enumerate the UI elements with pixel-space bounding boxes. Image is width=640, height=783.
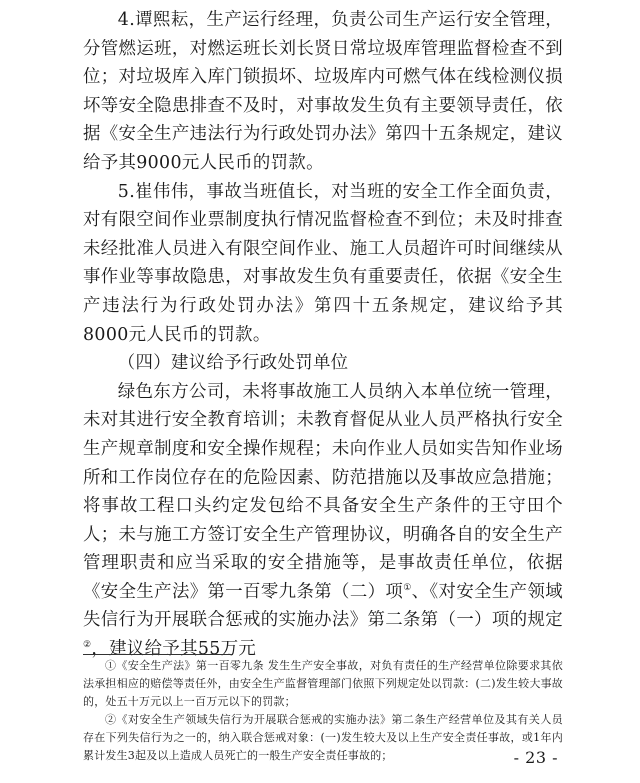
- footnote-2: ②《对安全生产领域失信行为开展联合惩戒的实施办法》第二条生产经营单位及其有关人员存在下列失信行为之一的，纳入联合惩戒对象：(一)发生较大及以上生产安全责任事故，或1年内累计发生3起及以上造成人员死亡的一般生产安全责任事故的；: [83, 713, 563, 762]
- footnote-divider: [83, 654, 233, 655]
- paragraph-text-part-3: ，建议给予其55万元: [91, 639, 257, 660]
- paragraph-text-part-2: 、《对安全生产领域失信行为开展联合惩戒的实施办法》第二条第（一）项的规定: [83, 581, 563, 631]
- paragraph-text-part-1: 绿色东方公司，未将事故施工人员纳入本单位统一管理，未对其进行安全教育培训；未教育督促从业人员严格执行安全生产规章制度和安全操作规程；未向作业人员如实告知作业场所和工作岗位存在的危险因素、防范措施以及事故应急措施；将事故工程口头约定发包给不具备安全生产条件的王守田个人；未与施工方签订安全生产管理协议，明确各自的安全生产管理职责和应当采取的安全措施等，是事故责任单位，依据《安全生产法》第一百零九条第（二）项: [83, 381, 563, 602]
- paragraph-item-5: 5.崔伟伟，事故当班值长，对当班的安全工作全面负责，对有限空间作业票制度执行情况监督检查不到位；未及时排查未经批准人员进入有限空间作业、施工人员超许可时间继续从事作业等事故隐患，对事故发生负有重要责任，依据《安全生产违法行为行政处罚办法》第四十五条规定，建议给予其8000元人民币的罚款。: [83, 181, 563, 345]
- body-text: [83, 6, 563, 664]
- footnote-ref-1[interactable]: ①: [403, 583, 412, 594]
- page-number: - 23 -: [513, 748, 558, 767]
- section-heading: （四）建议给予行政处罚单位: [117, 353, 349, 374]
- paragraph-penalty-unit: [83, 378, 563, 664]
- footnote-1: ①《安全生产法》第一百零九条 发生生产安全事故，对负有责任的生产经营单位除要求其依法承担相应的赔偿等责任外，由安全生产监督管理部门依照下列规定处以罚款：(二)发生较大事故的，处五十万元以上一百万元以下的罚款；: [83, 659, 563, 708]
- footnote-ref-2[interactable]: ②: [83, 640, 92, 651]
- paragraph-item-4: 4.谭熙耘，生产运行经理，负责公司生产运行安全管理，分管燃运班，对燃运班长刘长贤日常垃圾库管理监督检查不到位；对垃圾库入库门锁损坏、垃圾库内可燃气体在线检测仪损坏等安全隐患排查不及时，对事故发生负有主要领导责任，依据《安全生产违法行为行政处罚办法》第四十五条规定，建议给予其9000元人民币的罚款。: [83, 10, 563, 173]
